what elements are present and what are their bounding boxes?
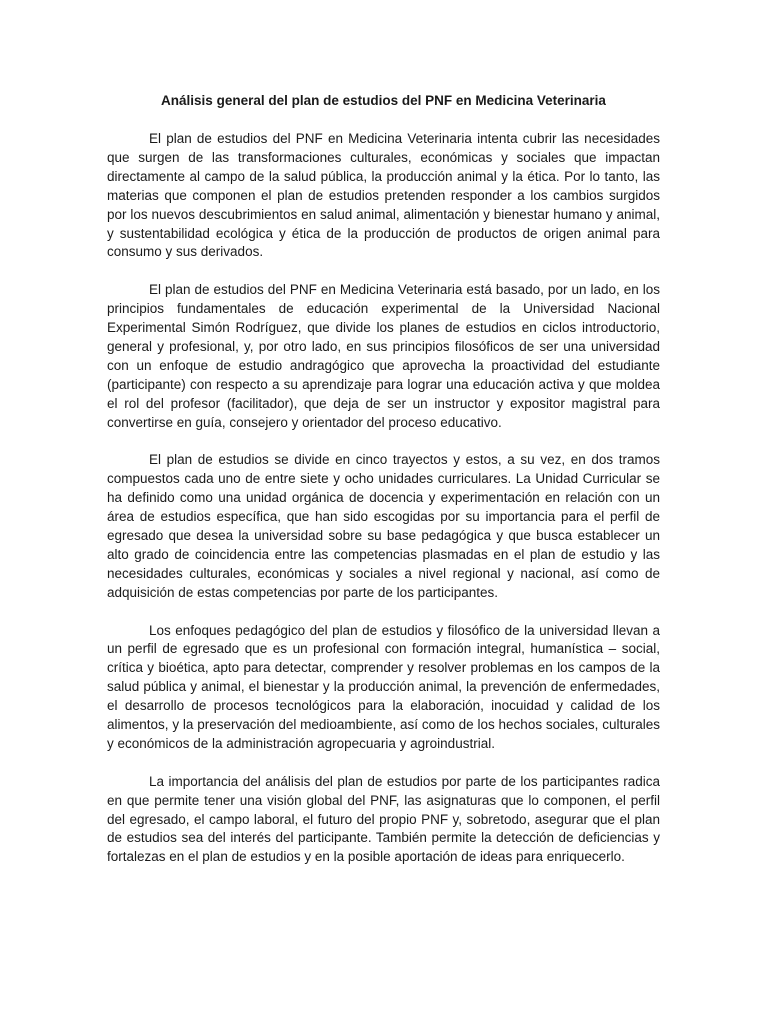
paragraph-1: El plan de estudios del PNF en Medicina Veterinaria intenta cubrir las necesidades que surgen de las transformaciones culturales, económicas y sociales que impactan directamente al campo de la salud pública, la producción animal y la ética. Por lo tanto, las materias que componen el plan de estudios pretenden responder a los cambios surgidos por los nuevos descubrimientos en salud animal, alimentación y bienestar humano y animal, y sustentabilidad ecológica y ética de la producción de productos de origen animal para consumo y sus derivados. bbox=[107, 131, 660, 260]
paragraph-3: El plan de estudios se divide en cinco trayectos y estos, a su vez, en dos tramos compuestos cada uno de entre siete y ocho unidades curriculares. La Unidad Curricular se ha definido como una unidad orgánica de docencia y experimentación en relación con un área de estudios específica, que han sido escogidas por su importancia para el perfil de egresado que desea la universidad sobre su base pedagógica y que busca establecer un alto grado de coincidencia entre las competencias plasmadas en el plan de estudio y las necesidades culturales, económicas y sociales a nivel regional y nacional, así como de adquisición de estas competencias por parte de los participantes. bbox=[107, 452, 660, 600]
document-title: Análisis general del plan de estudios del PNF en Medicina Veterinaria bbox=[161, 93, 606, 108]
paragraph-5: La importancia del análisis del plan de estudios por parte de los participantes radica en que permite tener una visión global del PNF, las asignaturas que lo componen, el perfil del egresado, el campo laboral, el futuro del propio PNF y, sobretodo, asegurar que el plan de estudios sea del interés del participante. También permite la detección de deficiencias y fortalezas en el plan de estudios y en la posible aportación de ideas para enriquecerlo. bbox=[107, 773, 660, 865]
document-page bbox=[107, 92, 660, 886]
paragraph-4: Los enfoques pedagógico del plan de estudios y filosófico de la universidad llevan a un perfil de egresado que es un profesional con formación integral, humanística – social, crítica y bioética, apto para detectar, comprender y resolver problemas en los campos de la salud pública y animal, el bienestar y la producción animal, la prevención de enfermedades, el desarrollo de procesos tecnológicos para la elaboración, inocuidad y calidad de los alimentos, y la preservación del medioambiente, así como de los hechos sociales, culturales y económicos de la administración agropecuaria y agroindustrial. bbox=[107, 622, 660, 751]
paragraph-2: El plan de estudios del PNF en Medicina Veterinaria está basado, por un lado, en los principios fundamentales de educación experimental de la Universidad Nacional Experimental Simón Rodríguez, que divide los planes de estudios en ciclos introductorio, general y profesional, y, por otro lado, en sus principios filosóficos de ser una universidad con un enfoque de estudio andragógico que aprovecha la proactividad del estudiante (participante) con respecto a su aprendizaje para lograr una educación activa y que moldea el rol del profesor (facilitador), que deja de ser un instructor y expositor magistral para convertirse en guía, consejero y orientador del proceso educativo. bbox=[107, 282, 660, 430]
